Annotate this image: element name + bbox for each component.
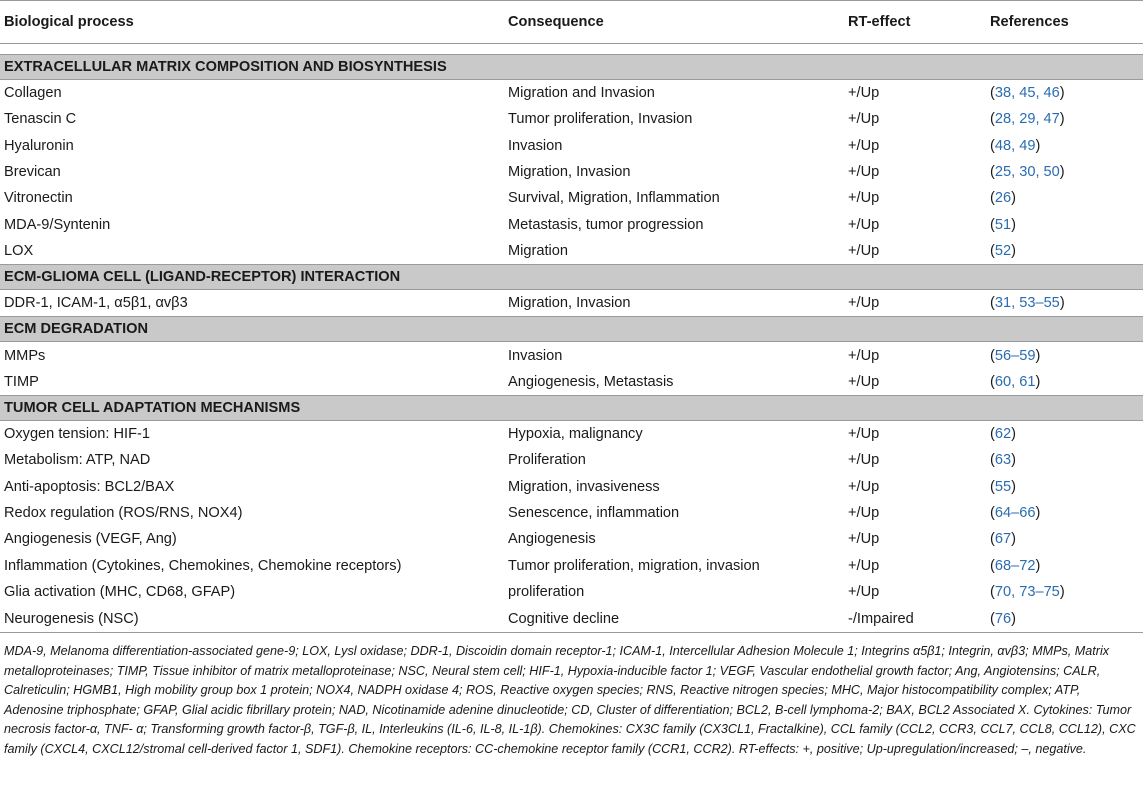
cell-references bbox=[986, 526, 1143, 552]
cell-rt-effect: +/Up bbox=[848, 583, 880, 600]
cell-process: Inflammation (Cytokines, Chemokines, Chemokine receptors) bbox=[4, 557, 402, 574]
cell-references bbox=[986, 369, 1143, 396]
ref-close-paren: ) bbox=[1059, 111, 1065, 128]
ref-open-paren: ( bbox=[990, 190, 995, 207]
table-row bbox=[0, 579, 1143, 605]
cell-rt-effect: +/Up bbox=[848, 452, 880, 469]
reference-link[interactable]: 25, 30, 50 bbox=[994, 164, 1060, 181]
cell-references bbox=[986, 605, 1143, 633]
header-row bbox=[0, 1, 1143, 44]
cell-consequence: Hypoxia, malignancy bbox=[508, 426, 643, 443]
table-row bbox=[0, 474, 1143, 500]
table-row bbox=[0, 447, 1143, 473]
ref-open-paren: ( bbox=[990, 85, 995, 102]
cell-rt-effect: +/Up bbox=[848, 373, 880, 390]
cell-process: DDR-1, ICAM-1, α5β1, αvβ3 bbox=[4, 295, 188, 312]
cell-consequence: Senescence, inflammation bbox=[508, 505, 680, 521]
cell-process: TIMP bbox=[4, 373, 39, 390]
cell-process: Oxygen tension: HIF-1 bbox=[4, 426, 151, 443]
cell-rt-effect: +/Up bbox=[848, 242, 880, 259]
cell-process: Metabolism: ATP, NAD bbox=[4, 452, 151, 469]
table-row bbox=[0, 133, 1143, 159]
cell-process: Neurogenesis (NSC) bbox=[0, 605, 504, 633]
cell-consequence: Migration, Invasion bbox=[508, 295, 631, 312]
table-row bbox=[0, 526, 1143, 552]
table-row bbox=[0, 605, 1143, 633]
reference-link[interactable]: 76 bbox=[994, 610, 1012, 627]
cell-references bbox=[986, 342, 1143, 369]
ref-close-paren: ) bbox=[1035, 347, 1041, 364]
ref-open-paren: ( bbox=[990, 242, 995, 259]
cell-rt-effect: +/Up bbox=[848, 111, 880, 128]
cell-consequence: Migration, Invasion bbox=[508, 164, 631, 181]
reference-link[interactable]: 52 bbox=[994, 242, 1012, 259]
cell-rt-effect: +/Up bbox=[848, 478, 880, 495]
section-title: ECM-GLIOMA CELL (LIGAND-RECEPTOR) INTERACTION bbox=[0, 265, 1143, 290]
ref-close-paren: ) bbox=[1035, 557, 1041, 574]
cell-rt-effect: +/Up bbox=[848, 531, 880, 548]
cell-consequence: Survival, Migration, Inflammation bbox=[508, 190, 720, 207]
cell-rt-effect: +/Up bbox=[848, 190, 880, 207]
cell-rt-effect: +/Up bbox=[848, 347, 880, 364]
reference-link[interactable]: 31, 53–55 bbox=[994, 295, 1060, 312]
cell-references bbox=[986, 185, 1143, 211]
ref-close-paren: ) bbox=[1035, 373, 1041, 390]
header-rt-effect: RT-effect bbox=[844, 1, 986, 44]
cell-rt-effect: +/Up bbox=[848, 557, 880, 574]
ref-open-paren: ( bbox=[990, 531, 995, 548]
header-references: References bbox=[986, 1, 1143, 44]
table-row bbox=[0, 342, 1143, 369]
cell-process: Anti-apoptosis: BCL2/BAX bbox=[4, 478, 175, 495]
reference-link[interactable]: 48, 49 bbox=[994, 137, 1036, 154]
reference-link[interactable]: 67 bbox=[994, 531, 1012, 548]
table-footnote: MDA-9, Melanoma differentiation-associated gene-9; LOX, Lysl oxidase; DDR-1, Discoidin domain receptor-1; ICAM-1, Intercellular Adhesion Molecule 1; Integrins α5β1; Integrin, αvβ3; MMPs, Matrix metalloproteinases; TIMP, Tissue inhibitor of matrix metalloproteinase; NSC, Neural stem cell; HIF-1, Hypoxia-inducible factor 1; VEGF, Vascular endothelial growth factor; Ang, Angiotensins; CALR, Calreticulin; HGMB1, High mobility group box 1 protein; NOX4, NADPH oxidase 4; ROS, Reactive oxygen species; RNS, Reactive nitrogen species; MHC, Major histocompatibility complex; ATP, Adenosine triphosphate; GFAP, Glial acidic fibrillary protein; NAD, Nicotinamide adenine dinucleotide; CD, Cluster of differentiation; BCL2, B-cell lymphoma-2; BAX, BCL2 Associated X. Cytokines: Tumor necrosis factor-α, TNF- α; Transforming growth factor-β, TGF-β, IL, Interleukins (IL-6, IL-8, IL-1β). Chemokines: CX3C family (CX3CL1, Fractalkine), CCL family (CCL2, CCR3, CCL7, CCL8, CCL12), CXC family (CXCL4, CXCL12/stromal cell-derived factor 1, SDF1). Chemokine receptors: CC-chemokine receptor family (CCR1, CCR2). RT-effects: +, positive; Up-upregulation/increased; –, negative. bbox=[4, 644, 1136, 757]
ref-close-paren: ) bbox=[1011, 190, 1016, 207]
reference-link[interactable]: 38, 45, 46 bbox=[994, 85, 1060, 102]
cell-consequence: Migration bbox=[508, 242, 569, 259]
table-row bbox=[0, 238, 1143, 265]
cell-consequence: Metastasis, tumor progression bbox=[508, 216, 704, 233]
ref-close-paren: ) bbox=[1059, 164, 1065, 181]
cell-consequence: Migration, invasiveness bbox=[508, 478, 660, 495]
table-row bbox=[0, 185, 1143, 211]
cell-references bbox=[986, 159, 1143, 185]
cell-references bbox=[986, 420, 1143, 447]
ref-open-paren: ( bbox=[990, 610, 995, 627]
ref-close-paren: ) bbox=[1035, 505, 1041, 521]
cell-consequence: Migration and Invasion bbox=[508, 85, 655, 102]
cell-references bbox=[986, 447, 1143, 473]
cell-process: Collagen bbox=[4, 85, 62, 102]
section-title: ECM DEGRADATION bbox=[0, 317, 1143, 342]
table-row bbox=[0, 80, 1143, 107]
cell-rt-effect: +/Up bbox=[848, 505, 880, 521]
cell-consequence: Angiogenesis bbox=[508, 531, 596, 548]
section-header-row bbox=[0, 395, 1143, 420]
spacer-row bbox=[0, 44, 1143, 55]
ref-close-paren: ) bbox=[1059, 85, 1065, 102]
cell-process: Hyaluronin bbox=[4, 137, 74, 154]
cell-rt-effect: +/Up bbox=[848, 295, 880, 312]
cell-consequence: Cognitive decline bbox=[504, 605, 844, 633]
table-row bbox=[0, 552, 1143, 578]
cell-consequence: Tumor proliferation, migration, invasion bbox=[508, 557, 760, 574]
table-row bbox=[0, 420, 1143, 447]
cell-consequence: Invasion bbox=[508, 137, 563, 154]
ref-close-paren: ) bbox=[1011, 531, 1016, 548]
ref-open-paren: ( bbox=[990, 426, 995, 443]
ref-close-paren: ) bbox=[1059, 583, 1065, 600]
table-row bbox=[0, 159, 1143, 185]
ref-open-paren: ( bbox=[990, 164, 995, 181]
ref-close-paren: ) bbox=[1011, 610, 1016, 627]
cell-references bbox=[986, 500, 1143, 526]
cell-consequence: proliferation bbox=[508, 583, 585, 600]
table-row bbox=[0, 369, 1143, 396]
cell-process: Vitronectin bbox=[4, 190, 73, 207]
cell-rt-effect: +/Up bbox=[848, 426, 880, 443]
ref-open-paren: ( bbox=[990, 452, 995, 469]
cell-rt-effect: -/Impaired bbox=[844, 605, 986, 633]
ref-open-paren: ( bbox=[990, 505, 995, 521]
cell-references bbox=[986, 552, 1143, 578]
cell-consequence: Angiogenesis, Metastasis bbox=[508, 373, 674, 390]
reference-link[interactable]: 26 bbox=[994, 190, 1012, 207]
reference-link[interactable]: 55 bbox=[994, 478, 1012, 495]
cell-process: Glia activation (MHC, CD68, GFAP) bbox=[4, 583, 236, 600]
cell-references bbox=[986, 238, 1143, 265]
ref-open-paren: ( bbox=[990, 557, 995, 574]
cell-references bbox=[986, 579, 1143, 605]
ref-close-paren: ) bbox=[1011, 242, 1016, 259]
reference-link[interactable]: 70, 73–75 bbox=[994, 583, 1060, 600]
section-title: EXTRACELLULAR MATRIX COMPOSITION AND BIOSYNTHESIS bbox=[0, 55, 1143, 80]
ref-open-paren: ( bbox=[990, 111, 995, 128]
cell-references bbox=[986, 474, 1143, 500]
spacer-cell bbox=[0, 44, 1143, 55]
reference-link[interactable]: 51 bbox=[994, 216, 1012, 233]
section-header-row bbox=[0, 55, 1143, 80]
ref-close-paren: ) bbox=[1011, 216, 1016, 233]
reference-link[interactable]: 62 bbox=[994, 426, 1012, 443]
cell-rt-effect: +/Up bbox=[848, 164, 880, 181]
ref-close-paren: ) bbox=[1011, 478, 1016, 495]
ref-close-paren: ) bbox=[1035, 137, 1041, 154]
cell-process: Angiogenesis (VEGF, Ang) bbox=[4, 531, 177, 548]
cell-rt-effect: +/Up bbox=[848, 85, 880, 102]
table-row bbox=[0, 500, 1143, 526]
cell-process: MDA-9/Syntenin bbox=[4, 216, 111, 233]
ref-open-paren: ( bbox=[990, 137, 995, 154]
section-header-row bbox=[0, 265, 1143, 290]
ref-open-paren: ( bbox=[990, 216, 995, 233]
cell-consequence: Tumor proliferation, Invasion bbox=[508, 111, 693, 128]
cell-references bbox=[986, 211, 1143, 237]
ref-close-paren: ) bbox=[1059, 295, 1065, 312]
ref-close-paren: ) bbox=[1011, 426, 1016, 443]
cell-consequence: Proliferation bbox=[508, 452, 586, 469]
ref-open-paren: ( bbox=[990, 478, 995, 495]
ref-open-paren: ( bbox=[990, 347, 995, 364]
table-row bbox=[0, 106, 1143, 132]
section-header-row bbox=[0, 317, 1143, 342]
ref-open-paren: ( bbox=[990, 373, 995, 390]
reference-link[interactable]: 64–66 bbox=[994, 505, 1036, 521]
cell-process: MMPs bbox=[4, 347, 46, 364]
reference-link[interactable]: 63 bbox=[994, 452, 1012, 469]
reference-link[interactable]: 60, 61 bbox=[994, 373, 1036, 390]
cell-process: LOX bbox=[4, 242, 34, 259]
section-title: TUMOR CELL ADAPTATION MECHANISMS bbox=[0, 395, 1143, 420]
ref-close-paren: ) bbox=[1011, 452, 1016, 469]
cell-rt-effect: +/Up bbox=[848, 137, 880, 154]
reference-link[interactable]: 56–59 bbox=[994, 347, 1036, 364]
reference-link[interactable]: 28, 29, 47 bbox=[994, 111, 1060, 128]
cell-process: Redox regulation (ROS/RNS, NOX4) bbox=[4, 505, 243, 521]
cell-process: Brevican bbox=[4, 164, 61, 181]
cell-references bbox=[986, 80, 1143, 107]
header-consequence: Consequence bbox=[504, 1, 844, 44]
reference-link[interactable]: 68–72 bbox=[994, 557, 1036, 574]
table-row bbox=[0, 211, 1143, 237]
cell-process: Tenascin C bbox=[4, 111, 77, 128]
cell-rt-effect: +/Up bbox=[848, 216, 880, 233]
table-row bbox=[0, 290, 1143, 317]
ref-open-paren: ( bbox=[990, 295, 995, 312]
cell-references bbox=[986, 133, 1143, 159]
ref-open-paren: ( bbox=[990, 583, 995, 600]
header-process: Biological process bbox=[0, 1, 504, 44]
cell-references bbox=[986, 290, 1143, 317]
cell-references bbox=[986, 106, 1143, 132]
table-body bbox=[0, 44, 1143, 633]
cell-consequence: Invasion bbox=[508, 347, 563, 364]
